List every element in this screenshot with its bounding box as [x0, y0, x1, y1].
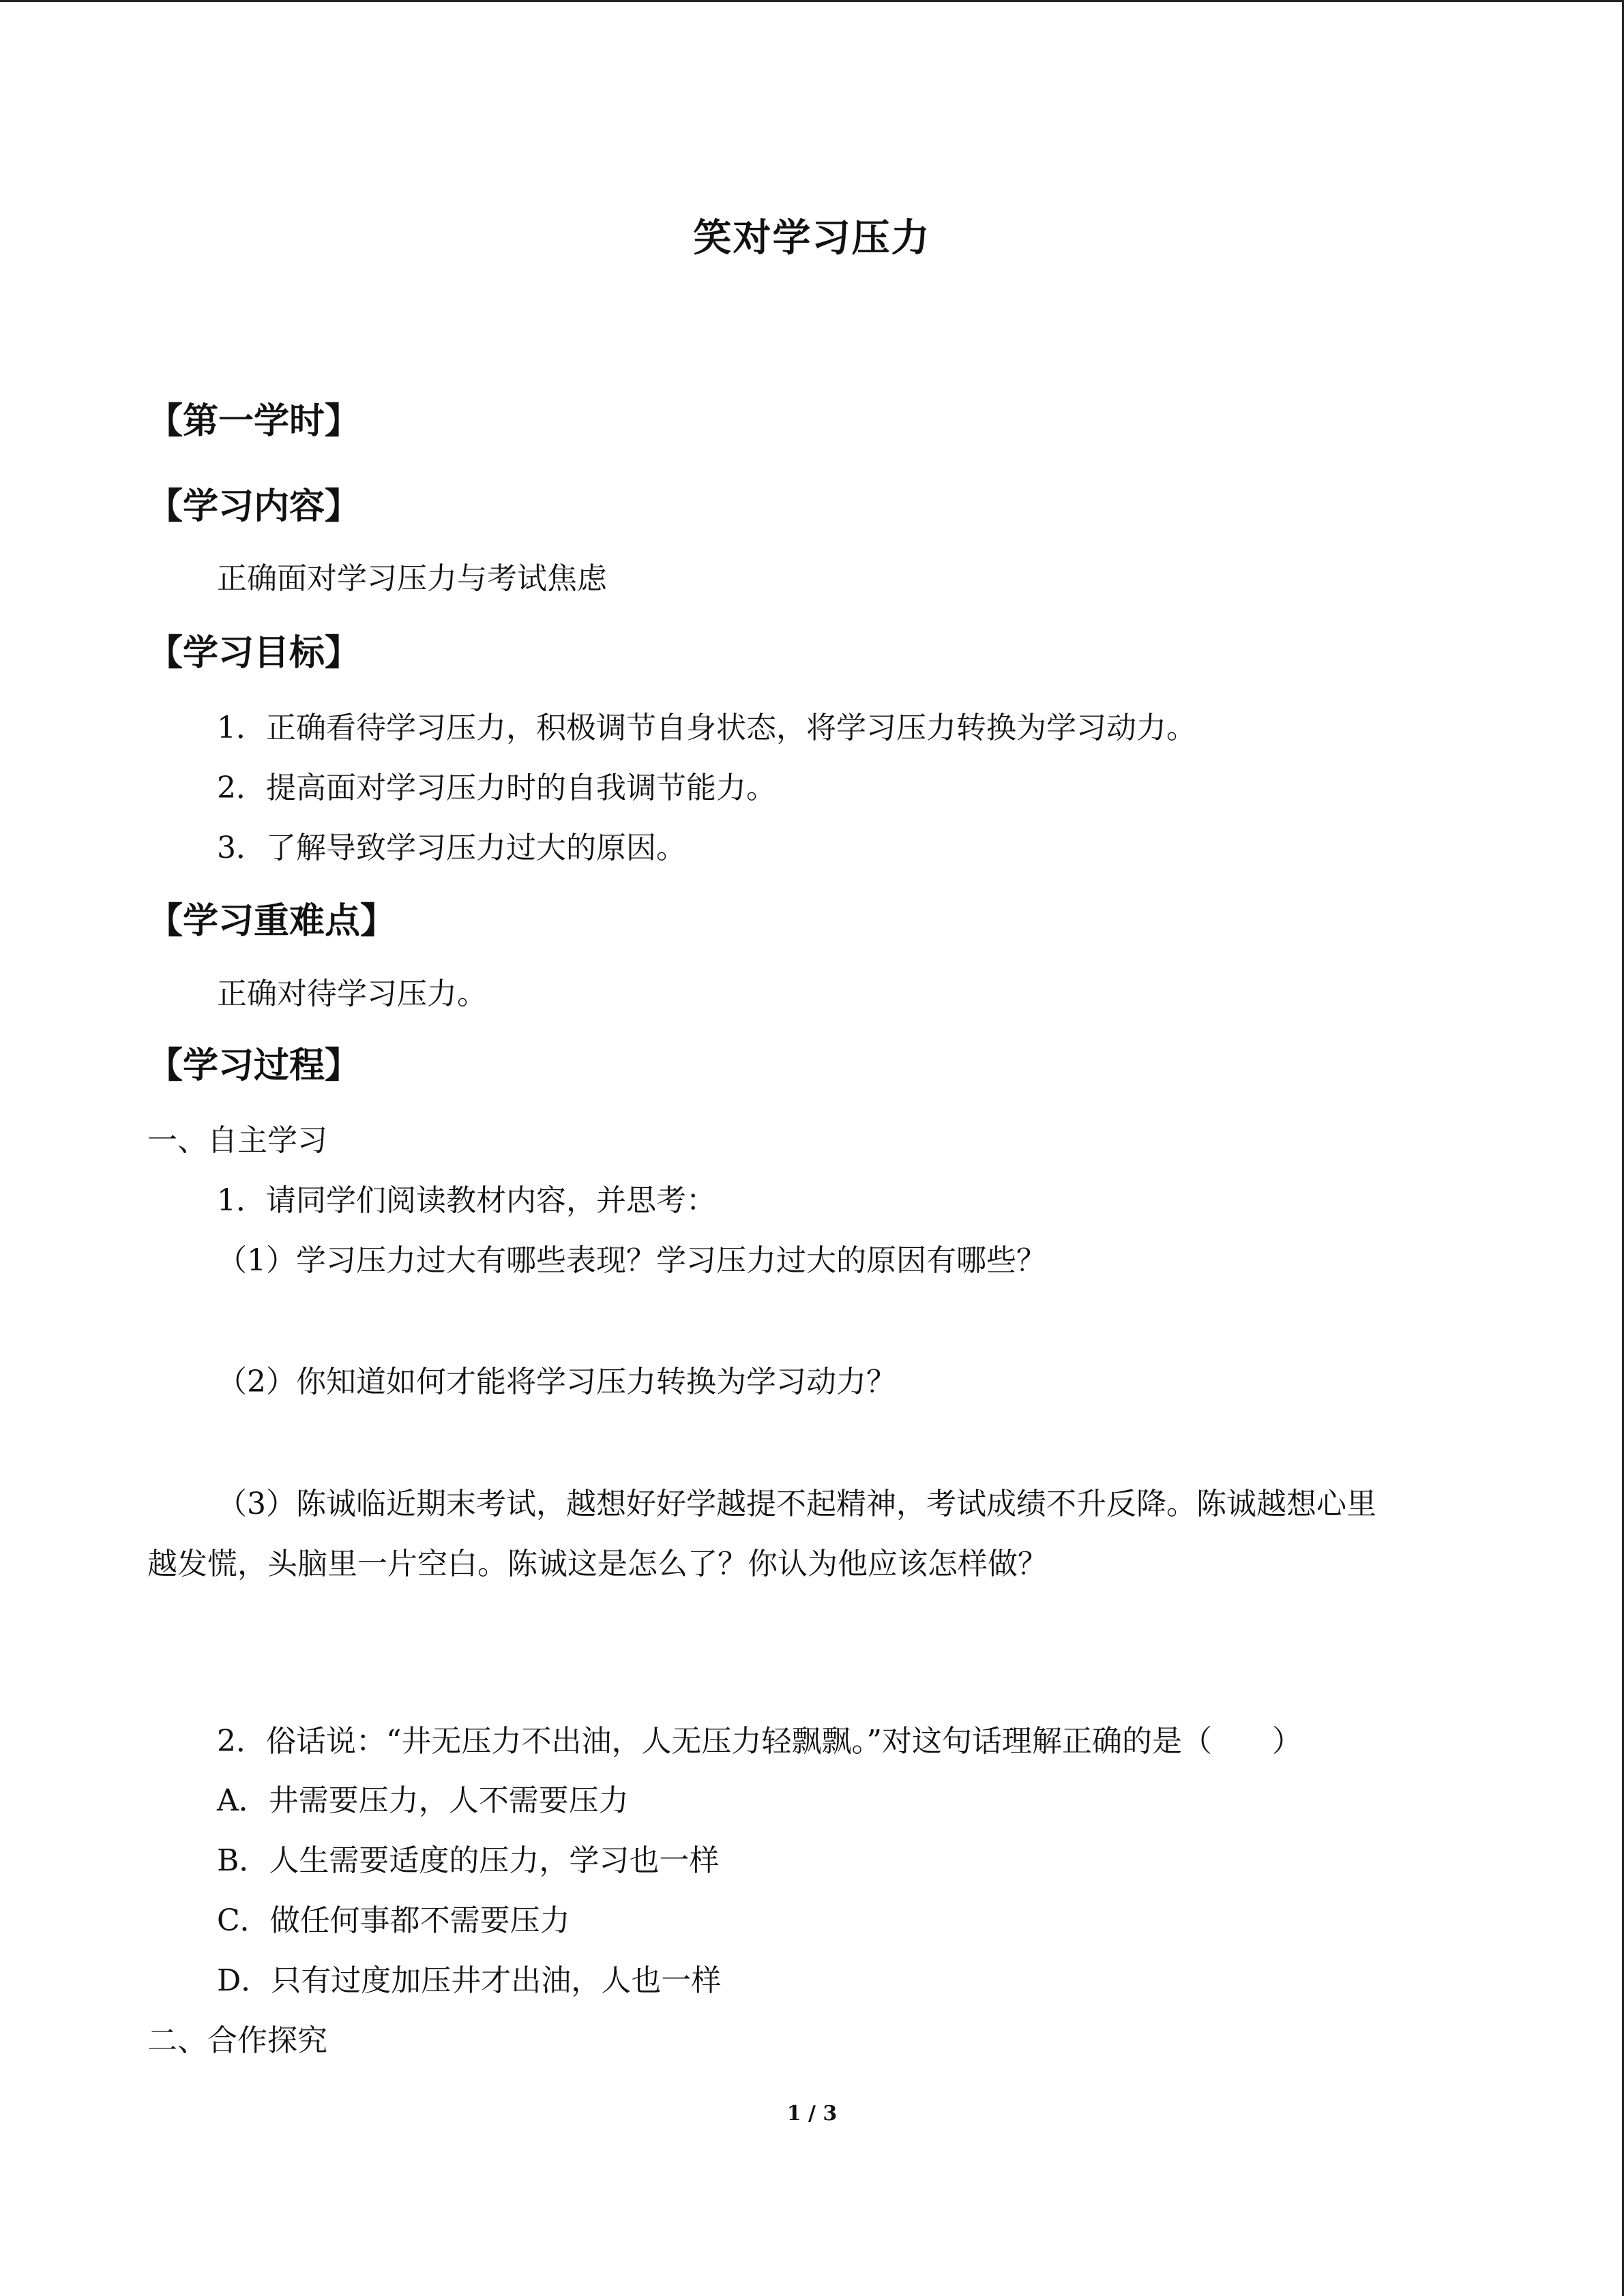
heading-learning-process: 【学习过程】: [147, 1045, 361, 1086]
option-a: A．井需要压力，人不需要压力: [217, 1783, 629, 1818]
question-1-2: （2）你知道如何才能将学习压力转换为学习动力？: [217, 1365, 896, 1399]
heading-key-points: 【学习重难点】: [147, 901, 396, 942]
part-self-study: 一、自主学习: [147, 1123, 327, 1158]
question-1-1: （1）学习压力过大有哪些表现？学习压力过大的原因有哪些？: [217, 1243, 1046, 1278]
question-1: 1．请同学们阅读教材内容，并思考：: [217, 1183, 716, 1218]
heading-learning-goals: 【学习目标】: [147, 633, 361, 674]
goal-item-3: 3．了解导致学习压力过大的原因。: [217, 831, 686, 865]
goal-item-1: 1．正确看待学习压力，积极调节自身状态，将学习压力转换为学习动力。: [217, 711, 1196, 745]
key-points-text: 正确对待学习压力。: [217, 976, 487, 1011]
learning-content-text: 正确面对学习压力与考试焦虑: [217, 561, 607, 596]
page-top-border: [0, 0, 1624, 2]
question-1-3-line1: （3）陈诚临近期末考试，越想好好学越提不起精神，考试成绩不升反降。陈诚越想心里: [217, 1487, 1376, 1521]
heading-period: 【第一学时】: [147, 401, 361, 442]
goal-item-2: 2．提高面对学习压力时的自我调节能力。: [217, 771, 776, 805]
option-c: C．做任何事都不需要压力: [217, 1903, 570, 1938]
question-2: 2．俗话说：“井无压力不出油，人无压力轻飘飘。”对这句话理解正确的是（ ）: [217, 1724, 1302, 1759]
heading-learning-content: 【学习内容】: [147, 486, 361, 527]
page-number: 1 / 3: [786, 2102, 838, 2126]
document-title: 笑对学习压力: [693, 215, 931, 260]
option-b: B．人生需要适度的压力，学习也一样: [217, 1843, 720, 1878]
question-1-3-line2: 越发慌，头脑里一片空白。陈诚这是怎么了？你认为他应该怎样做？: [147, 1547, 1048, 1581]
option-d: D．只有过度加压井才出油，人也一样: [217, 1963, 722, 1998]
part-cooperative-inquiry: 二、合作探究: [147, 2023, 327, 2058]
